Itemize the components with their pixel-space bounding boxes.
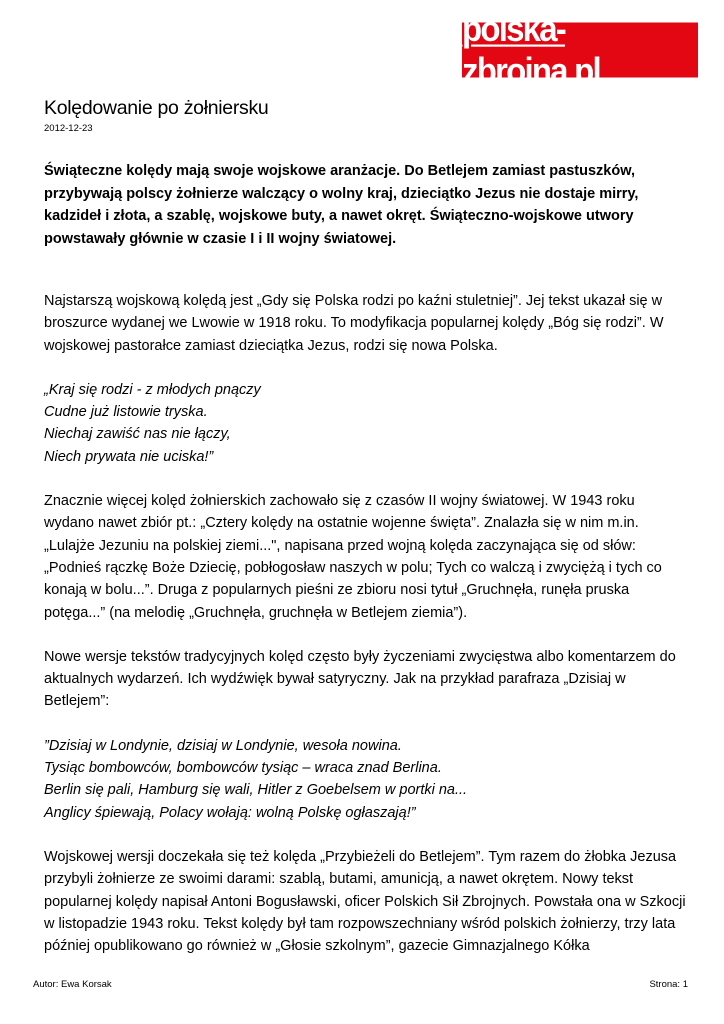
paragraph: Nowe wersje tekstów tradycyjnych kolęd często były życzeniami zwycięstwa albo komentarzem do aktualnych wydarzeń. Ich wydźwięk bywał satyryczny. Jak na przykład parafraza „Dzisiaj w Betlejem”:	[44, 648, 676, 710]
poem-kraj-sie-rodzi	[44, 379, 686, 468]
poem-line: Niech prywata nie uciska!”	[44, 448, 214, 465]
paragraph: Znacznie więcej kolęd żołnierskich zachowało się z czasów II wojny światowej. W 1943 roku wydano nawet zbiór pt.: „Cztery kolędy na ostatnie wojenne święta”. Znalazła się w nim m.in. „Lulajże Jezuniu na polskiej ziemi...", napisana przed wojną kolęda zaczynająca się od słów: „Podnieś rączkę Boże Dziecię, pobłogosław naszych w polu; Tych co walczą i zwyciężą i tych co konają w bolu...”. Druga z popularnych pieśni ze zbioru nosi tytuł „Gruchnęła, runęła pruska potęga...” (na melodię „Gruchnęła, gruchnęła w Betlejem ziemia”).	[44, 493, 662, 621]
article-body	[44, 290, 686, 957]
footer-page-number: Strona: 1	[649, 979, 688, 990]
poem-line: Tysiąc bombowców, bombowców tysiąc – wraca znad Berlina.	[44, 760, 442, 777]
article-lead: Świąteczne kolędy mają swoje wojskowe aranżacje. Do Betlejem zamiast pastuszków, przybywają polscy żołnierze walczący o wolny kraj, dzieciątko Jezus nie dostaje mirry, kadzideł i złota, a szablę, wojskowe buty, a nawet okręt. Świąteczno-wojskowe utwory powstawały głównie w czasie I i II wojny światowej.	[44, 163, 639, 247]
poem-line: Anglicy śpiewają, Polacy wołają: wolną Polskę ogłaszają!”	[44, 804, 416, 821]
article-date: 2012-12-23	[44, 123, 93, 134]
poem-line: Niechaj zawiść nas nie łączy,	[44, 426, 231, 443]
poem-line: Cudne już listowie tryska.	[44, 404, 208, 421]
article-title: Kolędowanie po żołniersku	[44, 97, 269, 119]
paragraph: Najstarszą wojskową kolędą jest „Gdy się Polska rodzi po kaźni stuletniej”. Jej tekst ukazał się w broszurce wydanej we Lwowie w 1918 roku. To modyfikacja popularnej kolędy „Bóg się rodzi”. W wojskowej pastorałce zamiast dzieciątka Jezus, rodzi się nowa Polska.	[44, 293, 664, 354]
poem-line: Berlin się pali, Hamburg się wali, Hitler z Goebelsem w portki na...	[44, 782, 468, 799]
footer-author: Autor: Ewa Korsak	[33, 979, 112, 990]
poem-dzisiaj-w-londynie	[44, 735, 686, 824]
poem-line: ”Dzisiaj w Londynie, dzisiaj w Londynie, wesoła nowina.	[44, 737, 402, 754]
paragraph: Wojskowej wersji doczekała się też kolęda „Przybieżeli do Betlejem”. Tym razem do żłobka Jezusa przybyli żołnierze ze swoimi darami: szablą, butami, amunicją, a nawet okrętem. Nowy tekst popularnej kolędy napisał Antoni Bogusławski, oficer Polskich Sił Zbrojnych. Powstała ona w Szkocji w listopadzie 1943 roku. Tekst kolędy był tam rozpowszechniany wśród polskich żołnierzy, trzy lata później opublikowano go również w „Głosie szkolnym”, gazecie Gimnazjalnego Kółka	[44, 848, 686, 955]
site-logo[interactable]: polska-zbrojna.pl	[462, 23, 698, 78]
poem-line: „Kraj się rodzi - z młodych pnączy	[44, 381, 261, 398]
